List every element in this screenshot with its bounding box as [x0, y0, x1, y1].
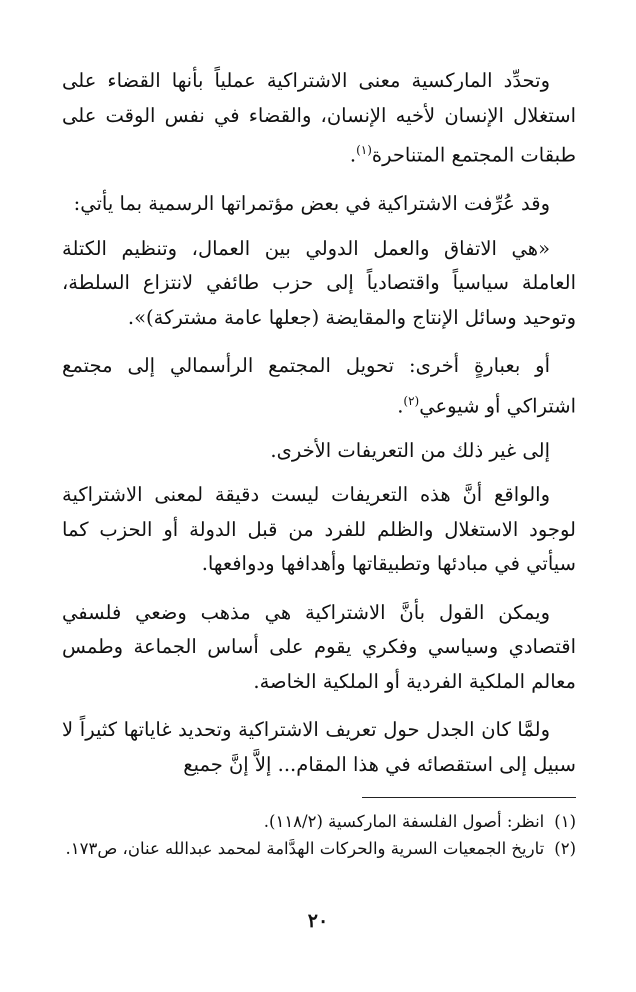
paragraph-text: والواقع أنَّ هذه التعريفات ليست دقيقة لمعنى الاشتراكية لوجود الاستغلال والظلم للفرد من قبل الدولة أو الحزب كما سيأتي في مبادئها وتطبيقاتها وأهدافها ودوافعها. [62, 483, 576, 575]
footnote-2 [62, 835, 576, 862]
paragraph-7 [62, 596, 576, 700]
paragraph-text: «هي الاتفاق والعمل الدولي بين العمال، وتنظيم الكتلة العاملة سياسياً واقتصادياً إلى حزب طائفي لانتزاع السلطة، وتوحيد وسائل الإنتاج والمقايضة (جعلها عامة مشتركة)». [62, 236, 576, 329]
footnote-text: تاريخ الجمعيات السرية والحركات الهدَّامة لمحمد عبدالله عنان، ص١٧٣. [65, 839, 545, 858]
paragraph-text: إلى غير ذلك من التعريفات الأخرى. [270, 438, 550, 462]
footnote-ref-2: (٢) [403, 393, 420, 408]
paragraph-1 [62, 64, 576, 173]
footnote-text: انظر: أصول الفلسفة الماركسية (١١٨/٢). [263, 812, 545, 831]
paragraph-2 [62, 187, 576, 222]
footnote-ref-1: (١) [356, 143, 372, 157]
footnote-separator [362, 797, 576, 798]
paragraph-3-quote [62, 232, 576, 336]
paragraph-end: . [349, 143, 357, 167]
footnote-1 [62, 808, 576, 835]
paragraph-text: أو بعبارةٍ أخرى: تحويل المجتمع الرأسمالي إلى مجتمع اشتراكي أو شيوعي [62, 354, 576, 417]
paragraph-end: . [397, 394, 404, 417]
paragraph-5 [62, 434, 576, 469]
main-text [62, 64, 576, 782]
footnotes [62, 808, 576, 862]
footnote-number: (٢) [554, 839, 576, 858]
paragraph-text: ويمكن القول بأنَّ الاشتراكية هي مذهب وضعي فلسفي اقتصادي وسياسي وفكري يقوم على أساس الجماعة وطمس معالم الملكية الفردية أو الملكية الخاصة. [62, 600, 576, 693]
paragraph-text: وقد عُرِّفت الاشتراكية في بعض مؤتمراتها الرسمية بما يأتي: [73, 192, 550, 215]
page-number: ٢٠ [307, 910, 329, 932]
paragraph-text: ولمَّا كان الجدل حول تعريف الاشتراكية وتحديد غاياتها كثيراً لا سبيل إلى استقصائه في هذا المقام... إلاَّ إنَّ جميع [62, 718, 576, 776]
paragraph-8 [62, 713, 576, 782]
paragraph-6 [62, 478, 576, 582]
footnote-number: (١) [554, 812, 576, 831]
paragraph-4 [62, 349, 576, 424]
paragraph-text: وتحدِّد الماركسية معنى الاشتراكية عملياً بأنها القضاء على استغلال الإنسان لأخيه الإنسان، والقضاء في نفس الوقت على طبقات المجتمع المتناحرة [62, 69, 576, 167]
